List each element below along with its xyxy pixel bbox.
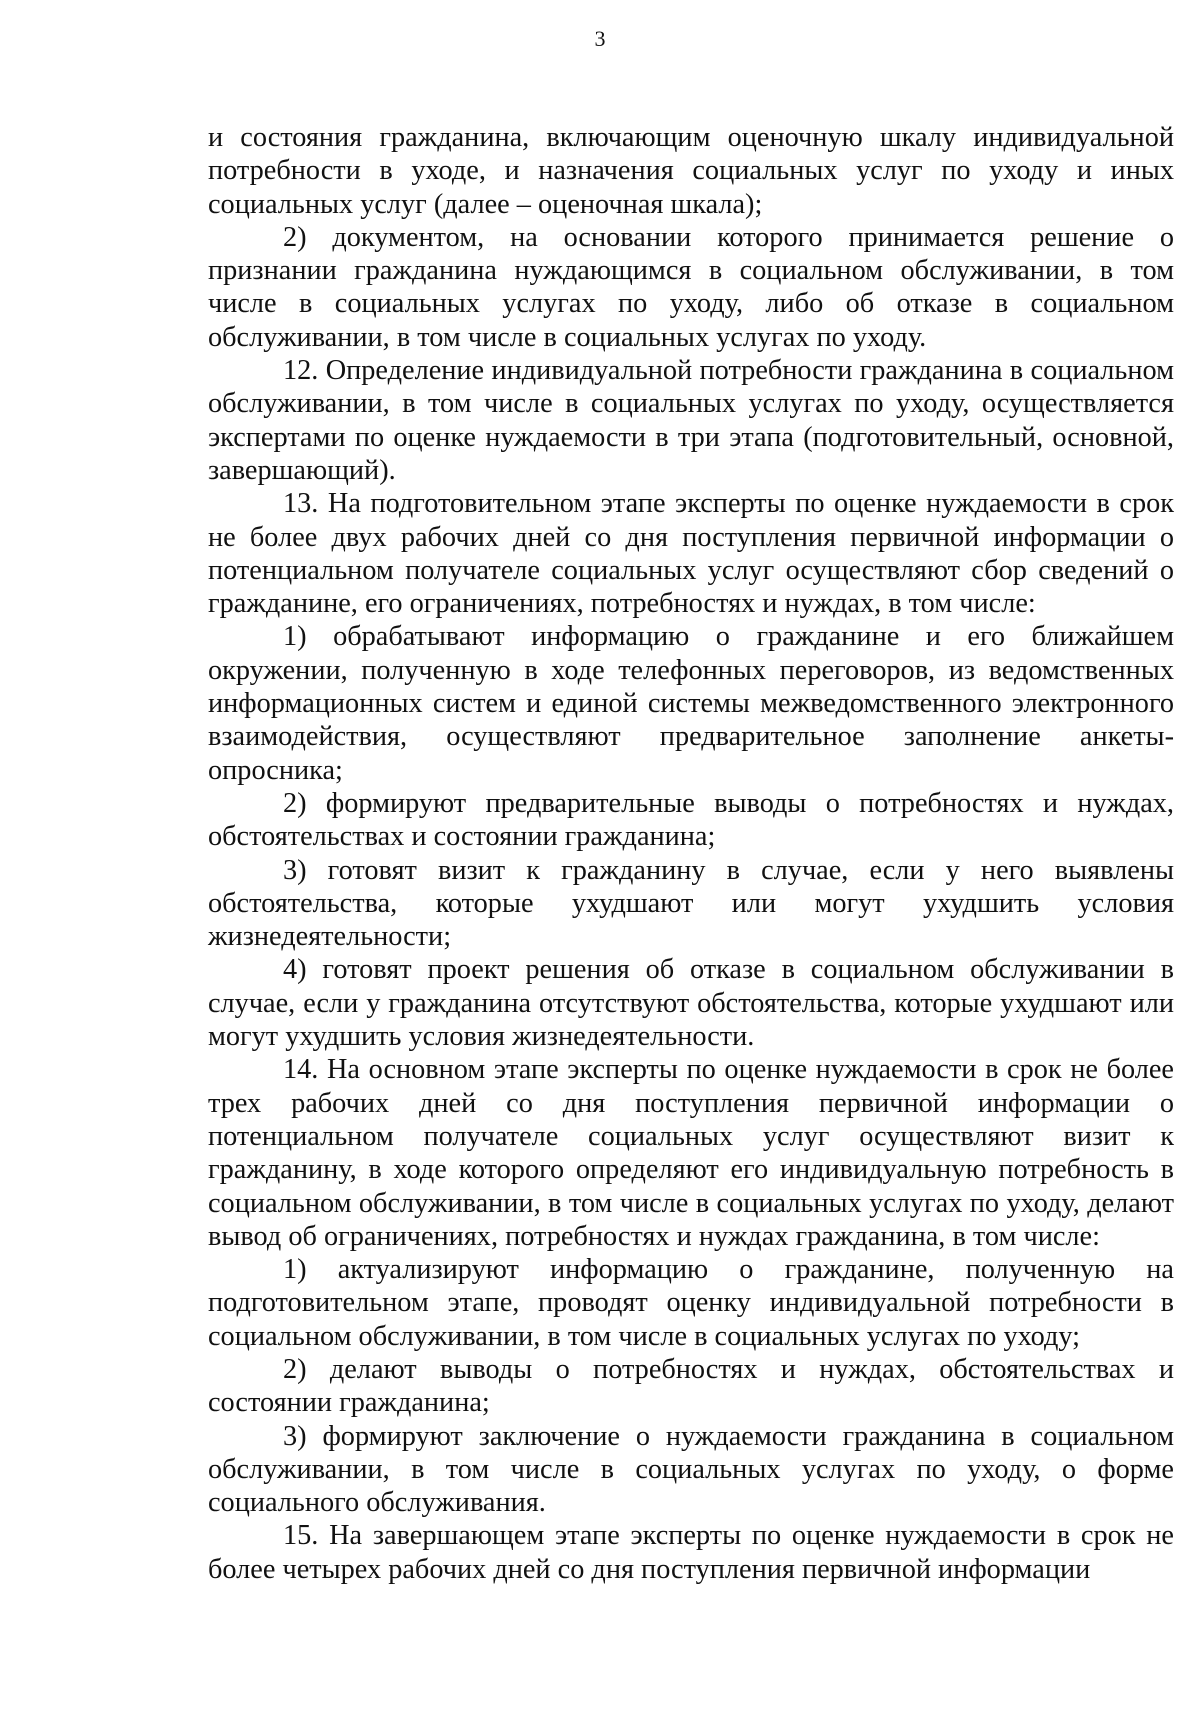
document-body: [208, 121, 1174, 1586]
page-number: 3: [594, 26, 606, 51]
paragraph-13-item-2: 2) формируют предварительные выводы о потребностях и нуждах, обстоятельствах и состоянии гражданина;: [208, 787, 1174, 853]
paragraph-continuation: и состояния гражданина, включающим оценочную шкалу индивидуальной потребности в уходе, и назначения социальных услуг по уходу и иных социальных услуг (далее – оценочная шкала);: [208, 122, 1174, 220]
paragraph-item-11-2: 2) документом, на основании которого принимается решение о признании гражданина нуждающимся в социальном обслуживании, в том числе в социальных услугах по уходу, либо об отказе в социальном обслуживании, в том числе в социальных услугах по уходу.: [208, 221, 1174, 353]
paragraph-14-item-1: 1) актуализируют информацию о гражданине, полученную на подготовительном этапе, проводят оценку индивидуальной потребности в социальном обслуживании, в том числе в социальных услугах по уходу;: [208, 1254, 1174, 1352]
paragraph-13-item-3: 3) готовят визит к гражданину в случае, если у него выявлены обстоятельства, которые ухудшают или могут ухудшить условия жизнедеятельности;: [208, 854, 1174, 953]
paragraph-12: 12. Определение индивидуальной потребности гражданина в социальном обслуживании, в том числе в социальных услугах по уходу, осуществляется экспертами по оценке нуждаемости в три этапа (подготовительный, основной, завершающий).: [208, 355, 1174, 486]
paragraph-13-item-1: 1) обрабатывают информацию о гражданине и его ближайшем окружении, полученную в ходе телефонных переговоров, из ведомственных информационных систем и единой системы межведомственного электронного взаимодействия, осуществляют предварительное заполнение анкеты-опросника;: [208, 621, 1174, 786]
paragraph-14-item-3: 3) формируют заключение о нуждаемости гражданина в социальном обслуживании, в том числе в социальных услугах по уходу, о форме социального обслуживания.: [208, 1420, 1174, 1519]
paragraph-13: 13. На подготовительном этапе эксперты по оценке нуждаемости в срок не более двух рабочих дней со дня поступления первичной информации о потенциальном получателе социальных услуг осуществляют сбор сведений о гражданине, его ограничениях, потребностях и нуждах, в том числе:: [208, 488, 1174, 620]
paragraph-13-item-4: 4) готовят проект решения об отказе в социальном обслуживании в случае, если у гражданина отсутствуют обстоятельства, которые ухудшают или могут ухудшить условия жизнедеятельности.: [208, 954, 1174, 1053]
paragraph-14-item-2: 2) делают выводы о потребностях и нуждах, обстоятельствах и состоянии гражданина;: [208, 1353, 1174, 1419]
paragraph-15: 15. На завершающем этапе эксперты по оценке нуждаемости в срок не более четырех рабочих дней со дня поступления первичной информации: [208, 1520, 1174, 1585]
paragraph-14: 14. На основном этапе эксперты по оценке нуждаемости в срок не более трех рабочих дней со дня поступления первичной информации о потенциальном получателе социальных услуг осуществляют визит к гражданину, в ходе которого определяют его индивидуальную потребность в социальном обслуживании, в том числе в социальных услугах по уходу, делают вывод об ограничениях, потребностях и нуждах гражданина, в том числе:: [208, 1054, 1174, 1252]
